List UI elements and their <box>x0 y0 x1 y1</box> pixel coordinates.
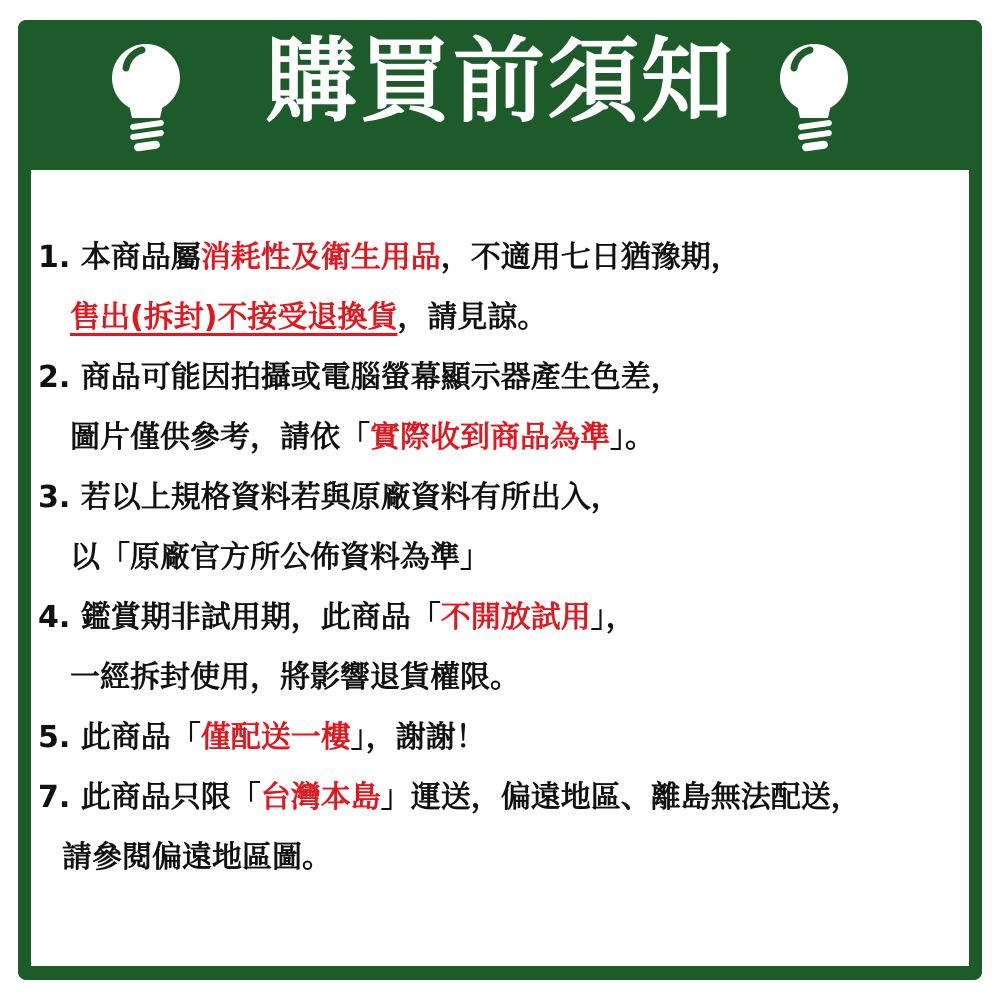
notice-item-7-continued <box>62 838 332 878</box>
notice-text: ，不適用七日猶豫期， <box>440 240 741 275</box>
page-title: 購買前須知 <box>264 28 735 135</box>
notice-text: 5. 此商品「 <box>38 720 201 755</box>
notice-text: 」，謝謝！ <box>350 720 486 755</box>
notice-text: 4. 鑑賞期非試用期，此商品「 <box>38 600 441 635</box>
highlight-text: 台灣本島 <box>260 780 381 815</box>
notice-item-3 <box>38 478 621 518</box>
notice-item-1-continued <box>70 298 547 338</box>
notice-text: 圖片僅供參考，請依「 <box>70 420 370 455</box>
notice-text: 」。 <box>610 420 655 455</box>
notice-text: 以「原廠官方所公佈資料為準」 <box>70 540 490 575</box>
notice-text: 7. 此商品只限「 <box>38 780 261 815</box>
highlight-text: 實際收到商品為準 <box>370 420 610 455</box>
notice-item-5 <box>38 718 486 758</box>
notice-text: 2. 商品可能因拍攝或電腦螢幕顯示器產生色差， <box>38 360 681 395</box>
highlight-text: 售出(拆封)不接受退換貨 <box>70 300 398 335</box>
notice-item-7 <box>38 778 861 818</box>
notice-text: 請參閱偏遠地區圖。 <box>62 840 332 875</box>
notice-text: 一經拆封使用，將影響退貨權限。 <box>70 660 520 695</box>
notice-item-4 <box>38 598 636 638</box>
highlight-text: 僅配送一樓 <box>200 720 351 755</box>
notice-item-3-continued <box>70 538 490 578</box>
notice-text: 1. 本商品屬 <box>38 240 201 275</box>
notice-text: ，請見諒。 <box>397 300 548 335</box>
notice-item-1 <box>38 238 741 278</box>
notice-item-4-continued <box>70 658 520 698</box>
notice-item-2 <box>38 358 681 398</box>
highlight-text: 不開放試用 <box>440 600 591 635</box>
notice-item-2-continued <box>70 418 655 458</box>
notice-text: 3. 若以上規格資料若與原廠資料有所出入， <box>38 480 621 515</box>
notice-text: 」， <box>590 600 636 635</box>
notice-text: 」運送，偏遠地區、離島無法配送， <box>380 780 861 815</box>
highlight-text: 消耗性及衛生用品 <box>200 240 441 275</box>
